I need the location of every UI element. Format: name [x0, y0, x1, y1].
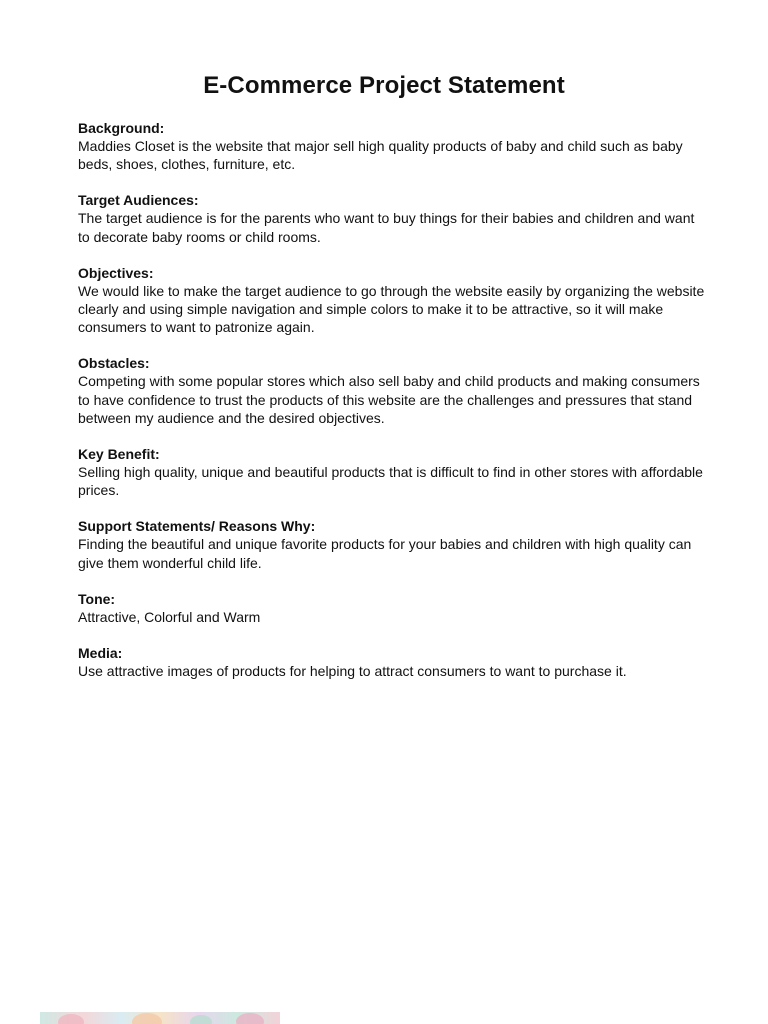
section-body: Finding the beautiful and unique favorite products for your babies and children with high quality can give them wonderful child life.	[78, 536, 692, 571]
section-support-statements	[78, 517, 708, 571]
section-heading: Obstacles:	[78, 355, 150, 372]
section-media	[78, 644, 708, 680]
floral-decoration	[58, 1014, 84, 1024]
section-heading: Media:	[78, 645, 123, 662]
section-tone	[78, 590, 708, 626]
floral-decoration	[132, 1013, 162, 1024]
section-body: Use attractive images of products for helping to attract consumers to want to purchase it.	[78, 663, 627, 680]
next-page-preview-strip	[40, 1012, 280, 1024]
floral-decoration	[236, 1013, 264, 1024]
section-heading: Tone:	[78, 590, 116, 607]
section-body: Maddies Closet is the website that major sell high quality products of baby and child such as baby beds, shoes, clothes, furniture, etc.	[78, 138, 683, 173]
floral-decoration	[190, 1015, 212, 1024]
section-key-benefit	[78, 445, 708, 499]
section-body: We would like to make the target audience to go through the website easily by organizing the website clearly and using simple navigation and simple colors to make it to be attractive, so it will make consumers to want to patronize again.	[78, 282, 705, 336]
section-body: Attractive, Colorful and Warm	[78, 608, 261, 625]
section-body: Competing with some popular stores which also sell baby and child products and making consumers to have confidence to trust the products of this website are the challenges and pressures that stand between my audience and the desired objectives.	[78, 373, 700, 426]
section-heading: Background:	[78, 120, 165, 136]
section-heading: Support Statements/ Reasons Why:	[78, 518, 316, 535]
section-obstacles	[78, 354, 708, 427]
section-heading: Objectives:	[78, 264, 154, 281]
section-heading: Target Audiences:	[78, 192, 199, 209]
section-objectives	[78, 264, 708, 337]
document-title: E-Commerce Project Statement	[203, 72, 565, 99]
document-sections	[78, 119, 708, 698]
section-target-audiences	[78, 191, 708, 245]
section-body: Selling high quality, unique and beautiful products that is difficult to find in other stores with affordable prices.	[78, 464, 703, 499]
section-heading: Key Benefit:	[78, 446, 160, 463]
section-background	[78, 119, 708, 173]
section-body: The target audience is for the parents who want to buy things for their babies and children and want to decorate baby rooms or child rooms.	[78, 210, 695, 245]
